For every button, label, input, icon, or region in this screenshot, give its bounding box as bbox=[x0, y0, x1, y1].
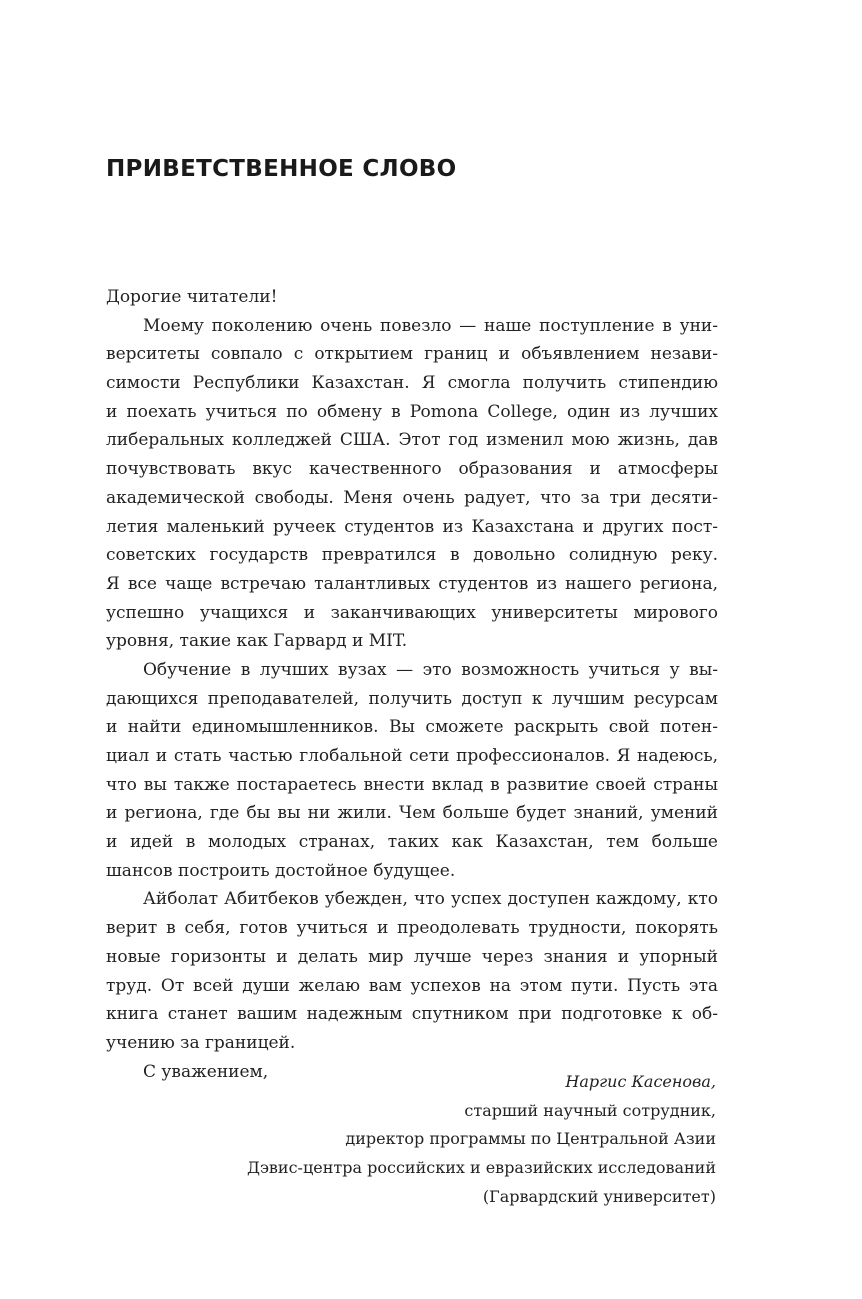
signature-block bbox=[247, 1068, 716, 1212]
paragraph-2-line: и найти единомышленников. Вы сможете раскрыть свой потен- bbox=[106, 717, 718, 738]
paragraph-1-line: Я все чаще встречаю талантливых студентов из нашего региона, bbox=[106, 573, 718, 594]
letter-body bbox=[106, 283, 718, 1086]
paragraph-2-line: дающихся преподавателей, получить доступ к лучшим ресурсам bbox=[106, 688, 718, 709]
author-role: директор программы по Центральной Азии bbox=[345, 1129, 716, 1149]
paragraph-3-line: книга станет вашим надежным спутником при подготовке к об- bbox=[106, 1004, 718, 1025]
paragraph-2-line: и региона, где бы вы ни жили. Чем больше будет знаний, умений bbox=[106, 803, 718, 824]
paragraph-1-line: почувствовать вкус качественного образования и атмосферы bbox=[106, 459, 718, 480]
paragraph-2-line: Обучение в лучших вузах — это возможность учиться у вы- bbox=[143, 659, 718, 680]
paragraph-2-line: шансов построить достойное будущее. bbox=[106, 860, 456, 881]
closing: С уважением, bbox=[143, 1061, 269, 1082]
paragraph-1-line: симости Республики Казахстан. Я смогла получить стипендию bbox=[106, 373, 718, 394]
paragraph-2-line: что вы также постараетесь внести вклад в развитие своей страны bbox=[106, 774, 718, 795]
author-university: (Гарвардский университет) bbox=[482, 1186, 716, 1206]
paragraph-3-line: верит в себя, готов учиться и преодолевать трудности, покорять bbox=[106, 918, 718, 939]
paragraph-1-line: академической свободы. Меня очень радует, что за три десяти- bbox=[106, 487, 718, 508]
page-title: ПРИВЕТСТВЕННОЕ СЛОВО bbox=[106, 156, 457, 182]
author-center: Дэвис-центра российских и евразийских исследований bbox=[246, 1158, 716, 1178]
paragraph-1-line: и поехать учиться по обмену в Pomona College, один из лучших bbox=[106, 401, 718, 422]
author-name: Наргис Касенова, bbox=[565, 1072, 716, 1091]
paragraph-2-line: циал и стать частью глобальной сети профессионалов. Я надеюсь, bbox=[106, 746, 718, 766]
paragraph-1-line: Моему поколению очень повезло — наше поступление в уни- bbox=[143, 315, 718, 336]
paragraph-3-line: учению за границей. bbox=[106, 1032, 296, 1053]
paragraph-1-line: успешно учащихся и заканчивающих университеты мирового bbox=[106, 602, 718, 623]
paragraph-3-line: труд. От всей души желаю вам успехов на этом пути. Пусть эта bbox=[106, 975, 718, 996]
author-position: старший научный сотрудник, bbox=[464, 1100, 716, 1120]
paragraph-1-line: верситеты совпало с открытием границ и объявлением незави- bbox=[106, 344, 718, 365]
paragraph-3-line: Айболат Абитбеков убежден, что успех доступен каждому, кто bbox=[143, 889, 718, 910]
greeting: Дорогие читатели! bbox=[106, 287, 278, 307]
paragraph-2-line: и идей в молодых странах, таких как Казахстан, тем больше bbox=[106, 832, 718, 853]
paragraph-1-line: советских государств превратился в довольно солидную реку. bbox=[106, 545, 718, 566]
paragraph-1-line: уровня, такие как Гарвард и MIT. bbox=[106, 631, 408, 652]
paragraph-3-line: новые горизонты и делать мир лучше через знания и упорный bbox=[106, 946, 718, 967]
paragraph-1-line: либеральных колледжей США. Этот год изменил мою жизнь, дав bbox=[106, 430, 718, 451]
paragraph-1-line: летия маленький ручеек студентов из Казахстана и других пост- bbox=[106, 516, 718, 537]
